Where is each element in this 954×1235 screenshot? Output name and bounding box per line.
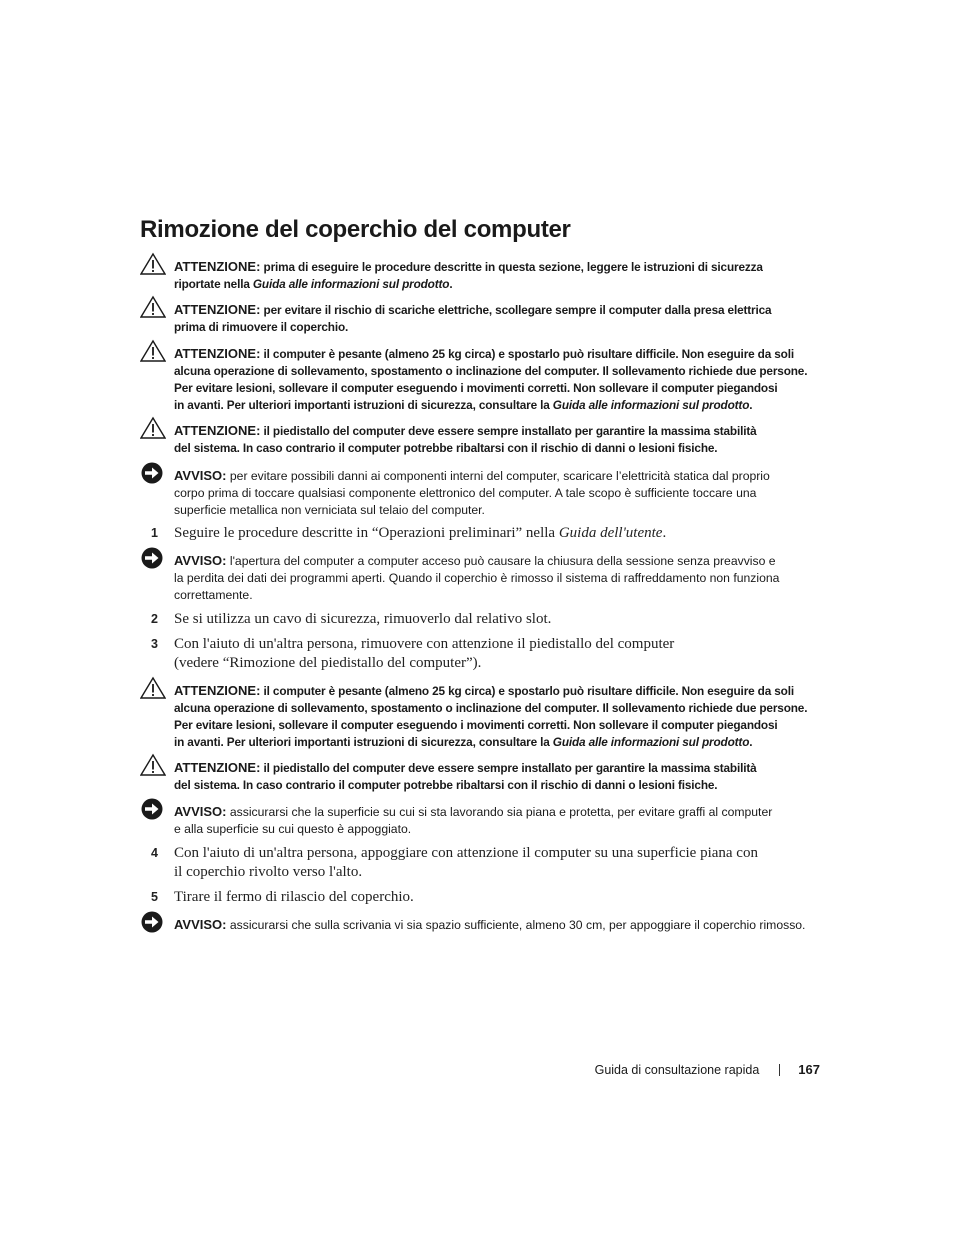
notice-arrow-icon bbox=[140, 546, 166, 570]
note-text: del sistema. In caso contrario il computer potrebbe ribaltarsi con il rischio di danni o lesioni fisiche. bbox=[174, 441, 718, 455]
note-text: correttamente. bbox=[174, 588, 253, 602]
page-footer bbox=[595, 1062, 820, 1077]
procedure-step bbox=[140, 844, 820, 882]
notice-arrow-icon bbox=[140, 461, 166, 485]
note-text: riportate nella bbox=[174, 277, 253, 291]
warning-triangle-icon bbox=[140, 295, 166, 319]
note-text: Per evitare lesioni, sollevare il computer eseguendo i movimenti corretti. Non sollevare il computer piegandosi bbox=[174, 381, 778, 395]
page-number: 167 bbox=[798, 1062, 820, 1077]
note-text: . bbox=[449, 277, 453, 291]
note-text: . bbox=[749, 735, 753, 749]
caution-note bbox=[140, 682, 820, 751]
step-text: (vedere “Rimozione del piedistallo del computer”). bbox=[174, 655, 482, 671]
note-text: l'apertura del computer a computer acceso può causare la chiusura della sessione senza preavviso e bbox=[226, 554, 776, 568]
note-text: il computer è pesante (almeno 25 kg circa) e spostarlo può risultare difficile. Non eseguire da soli bbox=[260, 684, 794, 698]
note-text: e alla superficie su cui questo è appoggiato. bbox=[174, 822, 412, 836]
note-text: in avanti. Per ulteriori importanti istruzioni di sicurezza, consultare la bbox=[174, 398, 553, 412]
note-text: Per evitare lesioni, sollevare il computer eseguendo i movimenti corretti. Non sollevare il computer piegandosi bbox=[174, 718, 778, 732]
step-text: Se si utilizza un cavo di sicurezza, rimuoverlo dal relativo slot. bbox=[174, 611, 552, 627]
caution-label: ATTENZIONE: bbox=[174, 302, 261, 317]
note-text: assicurarsi che sulla scrivania vi sia spazio sufficiente, almeno 30 cm, per appoggiare il coperchio rimosso. bbox=[226, 918, 806, 932]
caution-note bbox=[140, 301, 820, 336]
procedure-step bbox=[140, 635, 820, 673]
notice-arrow-icon bbox=[140, 910, 166, 934]
notice-note bbox=[140, 467, 820, 519]
step-text: Con l'aiuto di un'altra persona, rimuovere con attenzione il piedistallo del computer bbox=[174, 636, 675, 652]
caution-label: ATTENZIONE: bbox=[174, 423, 261, 438]
notice-note bbox=[140, 552, 820, 604]
notice-note bbox=[140, 916, 840, 934]
note-text: il piedistallo del computer deve essere sempre installato per garantire la massima stabilità bbox=[260, 424, 757, 438]
notice-label: AVVISO: bbox=[174, 917, 227, 932]
notice-label: AVVISO: bbox=[174, 804, 227, 819]
warning-triangle-icon bbox=[140, 416, 166, 440]
note-text: la perdita dei dati dei programmi aperti. Quando il coperchio è rimosso il sistema di raffreddamento non funziona bbox=[174, 571, 780, 585]
note-text: alcuna operazione di sollevamento, spostamento o inclinazione del computer. Il sollevamento richiede due persone. bbox=[174, 701, 808, 715]
footer-guide-title: Guida di consultazione rapida bbox=[594, 1062, 760, 1077]
note-text: il computer è pesante (almeno 25 kg circa) e spostarlo può risultare difficile. Non eseguire da soli bbox=[260, 347, 794, 361]
step-number: 4 bbox=[151, 846, 158, 860]
page-title: Rimozione del coperchio del computer bbox=[140, 216, 571, 243]
notice-note bbox=[140, 803, 820, 838]
procedure-step bbox=[140, 888, 820, 907]
step-text: . bbox=[662, 525, 667, 541]
note-text: alcuna operazione di sollevamento, spostamento o inclinazione del computer. Il sollevamento richiede due persone. bbox=[174, 364, 808, 378]
note-text: il piedistallo del computer deve essere sempre installato per garantire la massima stabilità bbox=[260, 761, 757, 775]
step-italic-ref: Guida dell'utente bbox=[558, 525, 663, 541]
step-number: 3 bbox=[151, 637, 158, 651]
procedure-step bbox=[140, 524, 820, 543]
step-number: 5 bbox=[151, 890, 158, 904]
notice-label: AVVISO: bbox=[174, 553, 227, 568]
step-text: il coperchio rivolto verso l'alto. bbox=[174, 864, 363, 880]
note-text: assicurarsi che la superficie su cui si sta lavorando sia piana e protetta, per evitare graffi al computer bbox=[226, 805, 773, 819]
note-italic-ref: Guida alle informazioni sul prodotto bbox=[552, 398, 750, 412]
step-text: Con l'aiuto di un'altra persona, appoggiare con attenzione il computer su una superficie piana con bbox=[174, 845, 758, 861]
notice-arrow-icon bbox=[140, 797, 166, 821]
caution-label: ATTENZIONE: bbox=[174, 259, 261, 274]
note-text: per evitare possibili danni ai componenti interni del computer, scaricare l’elettricità statica dal proprio bbox=[226, 469, 770, 483]
note-text: prima di rimuovere il coperchio. bbox=[174, 320, 349, 334]
warning-triangle-icon bbox=[140, 676, 166, 700]
caution-note bbox=[140, 258, 820, 293]
caution-note bbox=[140, 345, 820, 414]
note-text: corpo prima di toccare qualsiasi componente elettronico del computer. A tale scopo è sufficiente toccare una bbox=[174, 486, 757, 500]
procedure-step bbox=[140, 610, 820, 629]
step-number: 2 bbox=[151, 612, 158, 626]
caution-label: ATTENZIONE: bbox=[174, 760, 261, 775]
footer-separator bbox=[779, 1064, 780, 1076]
note-text: in avanti. Per ulteriori importanti istruzioni di sicurezza, consultare la bbox=[174, 735, 553, 749]
warning-triangle-icon bbox=[140, 252, 166, 276]
notice-label: AVVISO: bbox=[174, 468, 227, 483]
step-text: Tirare il fermo di rilascio del coperchio. bbox=[174, 889, 414, 905]
caution-label: ATTENZIONE: bbox=[174, 346, 261, 361]
note-text: . bbox=[749, 398, 753, 412]
warning-triangle-icon bbox=[140, 339, 166, 363]
note-italic-ref: Guida alle informazioni sul prodotto bbox=[552, 735, 750, 749]
note-text: del sistema. In caso contrario il computer potrebbe ribaltarsi con il rischio di danni o lesioni fisiche. bbox=[174, 778, 718, 792]
step-text: Seguire le procedure descritte in “Operazioni preliminari” nella bbox=[174, 525, 559, 541]
caution-note bbox=[140, 759, 820, 794]
caution-note bbox=[140, 422, 820, 457]
note-italic-ref: Guida alle informazioni sul prodotto bbox=[252, 277, 450, 291]
step-number: 1 bbox=[151, 526, 158, 540]
note-text: per evitare il rischio di scariche elettriche, scollegare sempre il computer dalla presa elettrica bbox=[260, 303, 772, 317]
warning-triangle-icon bbox=[140, 753, 166, 777]
caution-label: ATTENZIONE: bbox=[174, 683, 261, 698]
note-text: superficie metallica non verniciata sul telaio del computer. bbox=[174, 503, 485, 517]
note-text: prima di eseguire le procedure descritte in questa sezione, leggere le istruzioni di sicurezza bbox=[260, 260, 763, 274]
